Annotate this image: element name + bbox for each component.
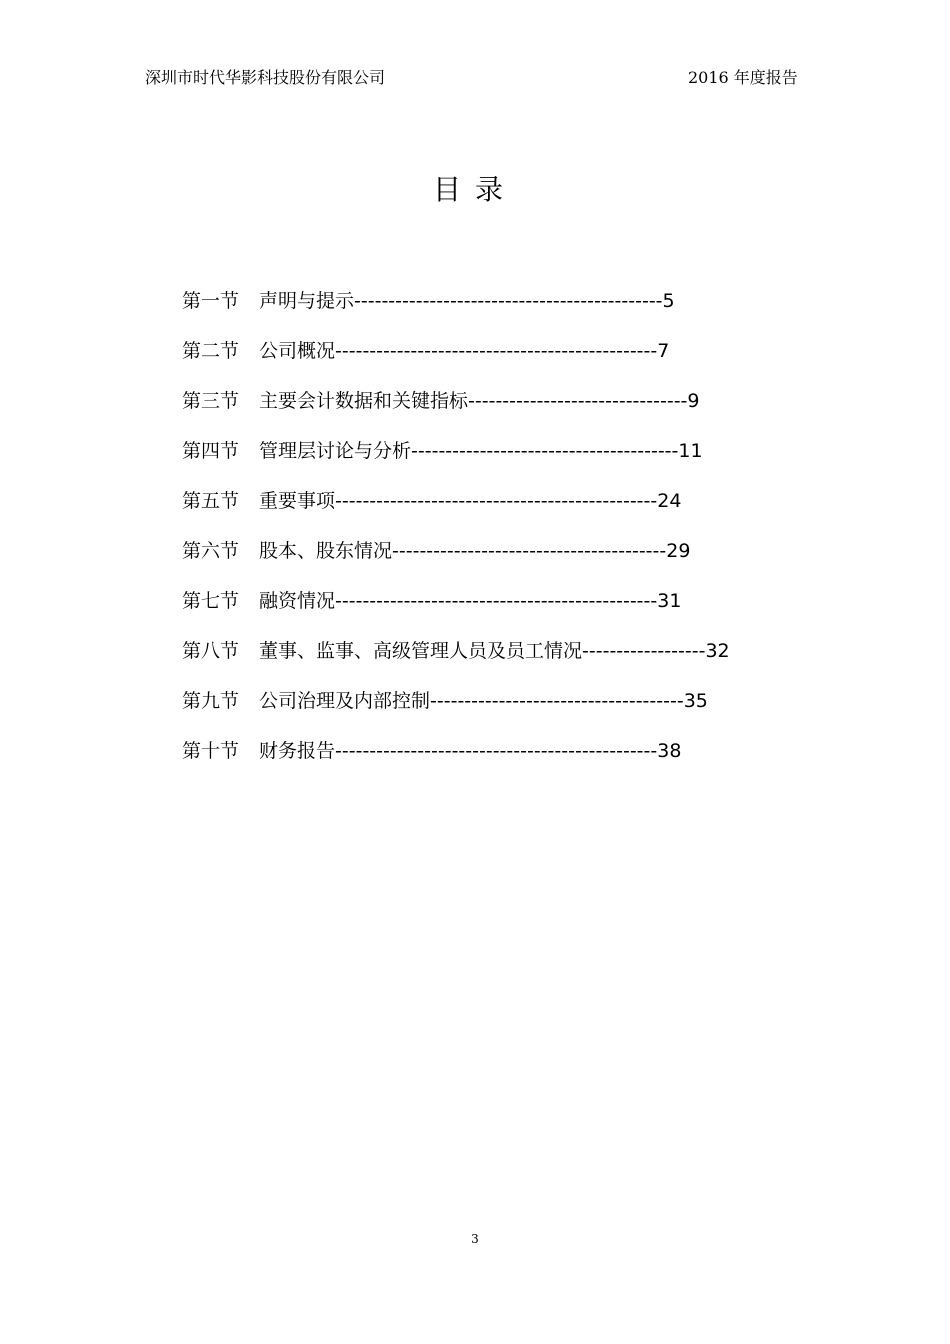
toc-entry[interactable] (182, 626, 782, 676)
toc-page-number: 24 (657, 490, 682, 512)
toc-page-number: 29 (666, 540, 691, 562)
toc-section-label: 第七节 (182, 590, 240, 612)
toc-leader: ------------------------------------- (430, 690, 684, 712)
toc-leader: ----------------------------------------------- (335, 590, 658, 612)
toc-section-label: 第三节 (182, 390, 240, 412)
toc-leader: ----------------------------------------------- (335, 340, 658, 362)
toc-section-label: 第六节 (182, 540, 240, 562)
toc-page-number: 9 (687, 390, 700, 412)
toc-leader: ------------------ (582, 640, 706, 662)
toc-entry-title: 重要事项 (259, 490, 336, 512)
toc-section-label: 第九节 (182, 690, 240, 712)
toc-leader: ----------------------------------------------- (335, 490, 658, 512)
toc-page-number: 11 (678, 440, 703, 462)
toc-entry-title: 主要会计数据和关键指标 (259, 390, 469, 412)
toc-section-label: 第五节 (182, 490, 240, 512)
toc-leader: ---------------------------------------- (392, 540, 667, 562)
toc-entry[interactable] (182, 576, 782, 626)
toc-leader: --------------------------------------------- (354, 290, 663, 312)
toc-page-number: 38 (657, 740, 682, 762)
toc-entry-title: 公司概况 (259, 340, 336, 362)
toc-leader: -------------------------------- (468, 390, 688, 412)
toc-entry[interactable] (182, 726, 782, 776)
toc-page-number: 32 (705, 640, 730, 662)
toc-entry[interactable] (182, 676, 782, 726)
header-report-title: 2016 年度报告 (688, 68, 798, 87)
toc-entry-title: 融资情况 (259, 590, 336, 612)
toc-section-label: 第一节 (182, 290, 240, 312)
toc-entry-title: 董事、监事、高级管理人员及员工情况 (259, 640, 583, 662)
toc-entry[interactable] (182, 326, 782, 376)
toc-leader: --------------------------------------- (411, 440, 679, 462)
toc-entry-title: 声明与提示 (259, 290, 355, 312)
toc-entry-title: 财务报告 (259, 740, 336, 762)
table-of-contents (182, 276, 782, 776)
toc-section-label: 第二节 (182, 340, 240, 362)
toc-page-number: 5 (662, 290, 675, 312)
page-title: 目录 (432, 173, 517, 206)
toc-entry-title: 股本、股东情况 (259, 540, 393, 562)
toc-entry[interactable] (182, 476, 782, 526)
toc-entry[interactable] (182, 276, 782, 326)
toc-entry-title: 管理层讨论与分析 (259, 440, 412, 462)
toc-page-number: 35 (683, 690, 708, 712)
toc-section-label: 第八节 (182, 640, 240, 662)
toc-entry[interactable] (182, 526, 782, 576)
toc-leader: ----------------------------------------------- (335, 740, 658, 762)
toc-page-number: 31 (657, 590, 682, 612)
toc-page-number: 7 (657, 340, 670, 362)
header-company-name: 深圳市时代华影科技股份有限公司 (145, 68, 386, 87)
toc-entry-title: 公司治理及内部控制 (259, 690, 431, 712)
toc-entry[interactable] (182, 376, 782, 426)
toc-entry[interactable] (182, 426, 782, 476)
footer-page-number: 3 (471, 1232, 479, 1246)
toc-section-label: 第十节 (182, 740, 240, 762)
toc-section-label: 第四节 (182, 440, 240, 462)
